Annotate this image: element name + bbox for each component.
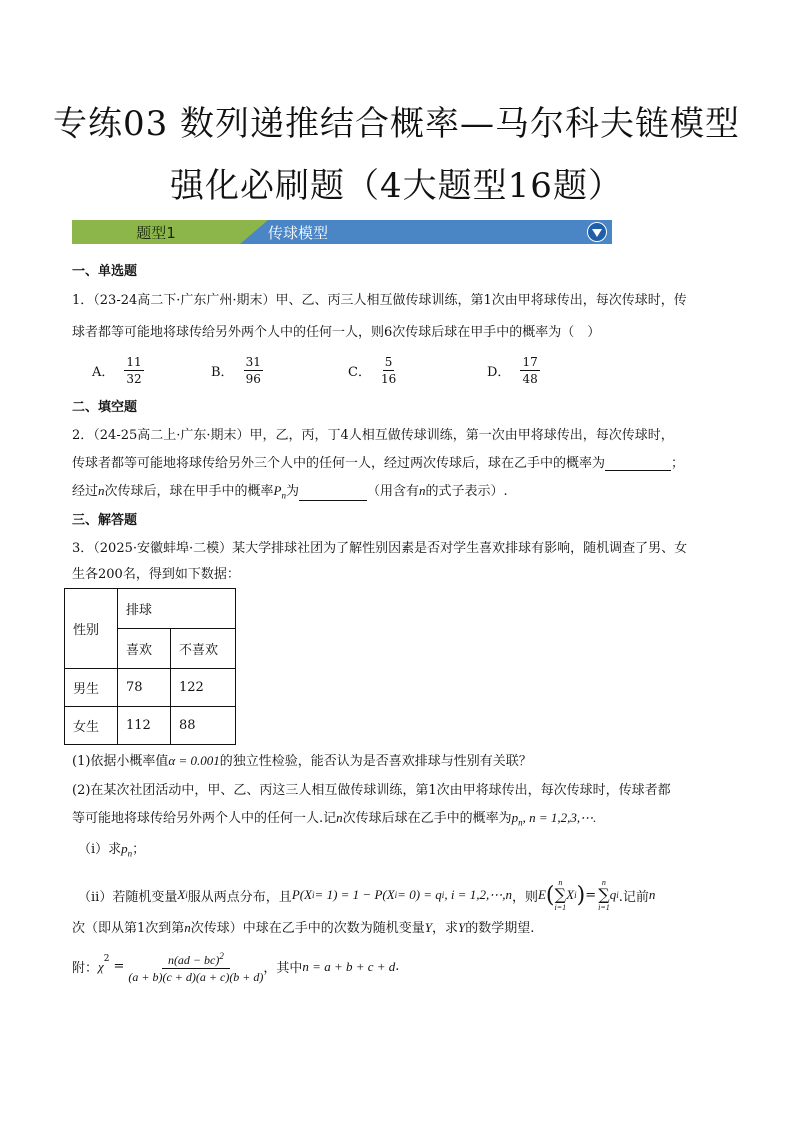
option-fraction bbox=[244, 354, 263, 387]
option-fraction bbox=[124, 354, 143, 387]
index-range: , n = 1,2,3,⋯. bbox=[522, 810, 597, 825]
q3-part-i bbox=[78, 838, 145, 859]
q1-option-d[interactable] bbox=[487, 354, 540, 387]
page-title-line2: 强化必刷题（4大题型16题） bbox=[170, 166, 623, 206]
sum-upper: n bbox=[558, 878, 563, 887]
q3-line2: 生各200名，得到如下数据： bbox=[72, 567, 240, 582]
q2-line2-end: ； bbox=[671, 456, 685, 471]
chi-square-fraction bbox=[128, 948, 263, 985]
subscript-i: i bbox=[574, 890, 577, 900]
q2-line2 bbox=[72, 452, 684, 471]
numerator: 31 bbox=[245, 355, 261, 369]
subscript-i: i bbox=[616, 890, 619, 900]
text: 的数学期望. bbox=[465, 921, 535, 936]
denominator: (a + b)(c + d)(a + c)(b + d) bbox=[128, 970, 264, 984]
q3-part-ii bbox=[78, 878, 655, 912]
text: 经过 bbox=[72, 484, 99, 499]
answer-blank-2[interactable] bbox=[299, 484, 367, 501]
q3-part2-last bbox=[72, 917, 534, 936]
text: (1)依据小概率值 bbox=[72, 754, 169, 769]
option-label: D． bbox=[487, 365, 511, 380]
banner-topic: 传球模型 bbox=[268, 224, 329, 242]
text: 等可能地将球传给另外两个人中的任何一人.记 bbox=[72, 811, 337, 826]
numerator: 11 bbox=[126, 355, 142, 369]
q1-line1: 1．（23-24高二下·广东广州·期末）甲、乙、丙三人相互做传球训练，第1次由甲将球传出，每次传球时，传 bbox=[72, 293, 687, 308]
sigma: ∑ bbox=[598, 885, 610, 904]
cell-like: 112 bbox=[118, 707, 171, 745]
numerator bbox=[162, 948, 230, 969]
text: （ii）若随机变量 bbox=[78, 889, 178, 905]
var-P: P bbox=[273, 483, 282, 498]
sigma: ∑ bbox=[554, 885, 567, 904]
var-n: n bbox=[98, 483, 105, 498]
answer-blank-1[interactable] bbox=[605, 454, 671, 471]
n-definition: n = a + b + c + d bbox=[302, 958, 396, 974]
q3-part1 bbox=[72, 750, 532, 769]
subscript-i: i bbox=[312, 890, 315, 900]
data-table bbox=[64, 588, 236, 745]
var-n: n bbox=[419, 483, 426, 498]
numerator: 17 bbox=[522, 355, 538, 369]
cell-like: 78 bbox=[118, 669, 171, 707]
subscript-n: n bbox=[281, 490, 286, 501]
option-fraction bbox=[381, 354, 396, 387]
q2-line2-text: 传球者都等可能地将球传给另外三个人中的任何一人，经过两次传球后，球在乙手中的概率为 bbox=[72, 456, 606, 471]
option-label: B． bbox=[211, 365, 234, 380]
var-q: q bbox=[609, 887, 617, 902]
text: ； bbox=[132, 842, 146, 857]
equals: = bbox=[113, 959, 125, 974]
text: 次（即从第1次到第 bbox=[72, 921, 185, 936]
text: ，求 bbox=[432, 921, 459, 936]
var-Y: Y bbox=[458, 920, 466, 935]
subscript-i: i bbox=[185, 890, 188, 900]
subscript-i: i bbox=[441, 890, 445, 900]
text: 次传球）中球在乙手中的次数为随机变量 bbox=[190, 921, 425, 936]
var-n: n bbox=[648, 887, 656, 902]
appendix-formula bbox=[72, 948, 399, 985]
q3-part2-line2 bbox=[72, 807, 596, 828]
denominator: 16 bbox=[380, 372, 397, 386]
subscript-i: i bbox=[394, 890, 398, 900]
text: 次传球后球在乙手中的概率为 bbox=[342, 811, 512, 826]
var-p: p bbox=[121, 841, 128, 856]
left-paren: ( bbox=[545, 882, 555, 908]
sum-lower: i=1 bbox=[598, 903, 610, 912]
alpha-value: α = 0.001 bbox=[168, 753, 220, 768]
superscript-2: 2 bbox=[103, 954, 110, 964]
section-heading-fill-blank: 二、填空题 bbox=[72, 400, 138, 415]
numerator: 5 bbox=[384, 355, 393, 369]
text: 的式子表示）. bbox=[425, 484, 508, 499]
option-label: A． bbox=[92, 365, 115, 380]
var-p: p bbox=[511, 810, 519, 825]
header-volleyball: 排球 bbox=[118, 589, 236, 629]
question-type-banner bbox=[72, 220, 612, 244]
right-paren: ) bbox=[576, 882, 586, 908]
sum-symbol bbox=[598, 878, 610, 912]
q2-line3 bbox=[72, 480, 508, 501]
numerator-text: n(ad − bc) bbox=[167, 953, 220, 967]
subscript-n: n bbox=[518, 817, 523, 828]
text: 为 bbox=[285, 484, 299, 499]
section-heading-answer: 三、解答题 bbox=[72, 513, 138, 528]
section-heading-single-choice: 一、单选题 bbox=[72, 264, 138, 279]
banner-tag: 题型1 bbox=[136, 224, 176, 242]
header-like: 喜欢 bbox=[118, 629, 171, 669]
chi-symbol: χ bbox=[98, 958, 104, 974]
q2-line1: 2．（24-25高二上·广东·期末）甲，乙，丙，丁4人相互做传球训练，第一次由甲将球传出，每次传球时， bbox=[72, 428, 674, 443]
var-X: X bbox=[177, 887, 186, 902]
q3-part2-line1: (2)在某次社团活动中，甲、乙、丙这三人相互做传球训练，第1次由甲将球传出，每次传球时，传球者都 bbox=[72, 783, 671, 798]
denominator: 48 bbox=[522, 372, 538, 386]
denominator: 32 bbox=[126, 372, 142, 386]
text: 的独立性检验，能否认为是否喜欢排球与性别有关联？ bbox=[219, 754, 532, 769]
denominator: 96 bbox=[245, 372, 261, 386]
text: ，其中 bbox=[263, 961, 303, 976]
option-label: C． bbox=[348, 365, 371, 380]
text: .记前 bbox=[618, 889, 649, 905]
sum-lower: i=1 bbox=[554, 903, 567, 912]
text: （用含有 bbox=[367, 484, 420, 499]
text: 次传球后，球在甲手中的概率 bbox=[104, 484, 274, 499]
q1-line2: 球者都等可能地将球传给另外两个人中的任何一人，则6次传球后球在甲手中的概率为（ ） bbox=[72, 325, 601, 340]
superscript-2: 2 bbox=[219, 951, 224, 961]
q1-option-b[interactable] bbox=[211, 354, 263, 387]
text: . bbox=[395, 959, 400, 974]
row-gender: 男生 bbox=[65, 669, 118, 707]
prob-expr: = 1) = 1 − P(X bbox=[314, 887, 395, 902]
prob-expr: P(X bbox=[291, 887, 313, 902]
text: （i）求 bbox=[78, 842, 122, 857]
text: 服从两点分布，且 bbox=[187, 889, 292, 905]
subscript-n: n bbox=[127, 848, 133, 859]
equals: = bbox=[585, 887, 597, 903]
q1-option-a[interactable] bbox=[92, 354, 144, 387]
header-gender: 性别 bbox=[65, 589, 118, 669]
q1-option-c[interactable] bbox=[348, 354, 396, 387]
text: ，则 bbox=[511, 889, 538, 905]
var-X: X bbox=[566, 887, 575, 902]
page-title-line1: 专练03 数列递推结合概率—马尔科夫链模型 bbox=[52, 104, 741, 144]
option-fraction bbox=[520, 354, 539, 387]
index-range: , i = 1,2,⋯,n bbox=[444, 887, 512, 902]
text: 附： bbox=[72, 961, 99, 976]
q3-line1: 3．（2025·安徽蚌埠·二模）某大学排球社团为了解性别因素是否对学生喜欢排球有影响，随机调查了男、女 bbox=[72, 541, 688, 556]
var-Y: Y bbox=[424, 920, 433, 935]
var-n: n bbox=[184, 920, 191, 935]
header-dislike: 不喜欢 bbox=[171, 629, 236, 669]
sum-symbol bbox=[555, 878, 567, 912]
row-gender: 女生 bbox=[65, 707, 118, 745]
var-n: n bbox=[336, 810, 343, 825]
var-E: E bbox=[537, 887, 546, 902]
collapse-triangle-icon[interactable] bbox=[587, 222, 607, 242]
cell-dislike: 88 bbox=[171, 707, 236, 745]
prob-expr: = 0) = q bbox=[397, 887, 442, 902]
sum-upper: n bbox=[601, 878, 606, 887]
cell-dislike: 122 bbox=[171, 669, 236, 707]
